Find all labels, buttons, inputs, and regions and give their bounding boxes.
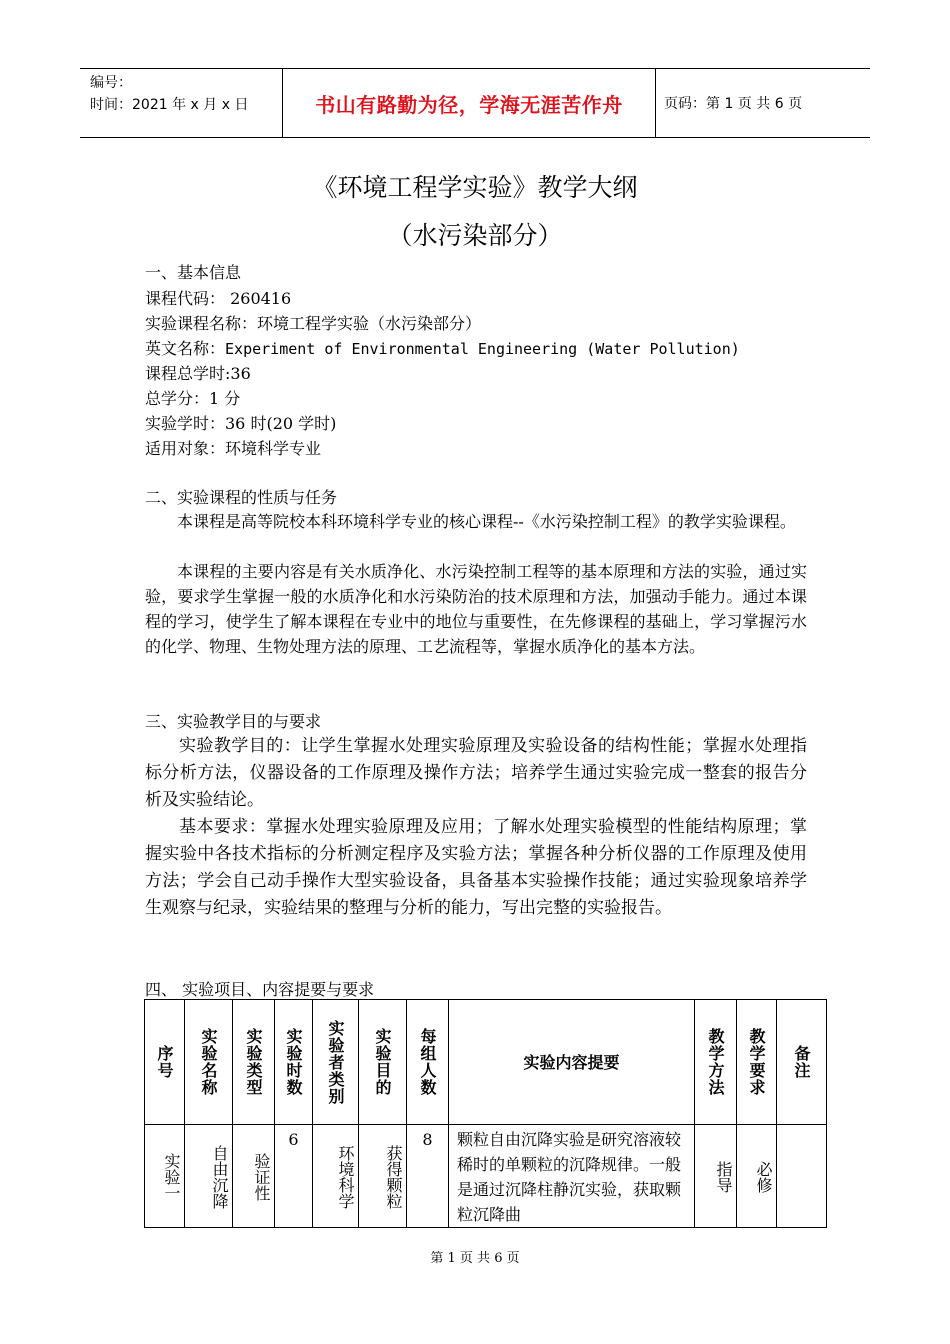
page-footer: 第 1 页 共 6 页 — [430, 1251, 520, 1266]
table-cell-note — [777, 1125, 827, 1228]
table-cell-content: 颗粒自由沉降实验是研究溶液较稀时的单颗粒的沉降规律。一般是通过沉降柱静沉实验，获取颗粒沉降曲 — [449, 1125, 695, 1228]
table-header-cell: 实验内容提要 — [449, 1000, 695, 1125]
doc-number-label: 编号： — [90, 75, 132, 91]
english-name-label: 英文名称： — [145, 339, 226, 358]
table-header-cell: 每组人数 — [407, 1000, 449, 1125]
table-header-cell: 教学要求 — [737, 1000, 777, 1125]
total-hours: 课程总学时:36 — [145, 364, 251, 383]
section-3-paragraph-2: 基本要求：掌握水处理实验原理及应用；了解水处理实验模型的性能结构原理；掌握实验中各技术指标的分析测定程序及实验方法；掌握各种分析仪器的工作原理及使用方法；学会自己动手操作大型实验设备，具备基本实验操作技能；通过实验现象培养学生观察与纪录，实验结果的整理与分析的能力，写出完整的实验报告。 — [145, 817, 807, 918]
table-header-cell: 实验类型 — [233, 1000, 275, 1125]
document-subtitle: （水污染部分） — [387, 221, 563, 250]
table-cell-requirement: 必修 — [737, 1125, 777, 1228]
audience: 适用对象：环境科学专业 — [145, 439, 322, 458]
table-header-cell: 实验名称 — [185, 1000, 233, 1125]
lab-hours: 实验学时：36 时(20 学时) — [145, 414, 337, 433]
table-header-cell: 教学方法 — [695, 1000, 737, 1125]
english-name: Experiment of Environmental Engineering (Water Pollution) — [225, 340, 740, 358]
experiment-table — [144, 999, 827, 1228]
table-header-row — [145, 1000, 827, 1125]
section-2-paragraph-2: 本课程的主要内容是有关水质净化、水污染控制工程等的基本原理和方法的实验，通过实验，要求学生掌握一般的水质净化和水污染防治的技术原理和方法，加强动手能力。通过本课程的学习，使学生了解本课程在专业中的地位与重要性，在先修课程的基础上，学习掌握污水的化学、物理、生物处理方法的原理、工艺流程等，掌握水质净化的基本方法。 — [145, 562, 807, 656]
header-motto: 书山有路勤为径，学海无涯苦作舟 — [282, 69, 656, 137]
document-title: 《环境工程学实验》教学大纲 — [312, 173, 638, 202]
table-header-cell: 备注 — [777, 1000, 827, 1125]
doc-time-label: 时间：2021 年 x 月 x 日 — [90, 97, 249, 113]
table-cell-type: 验证性 — [233, 1125, 275, 1228]
table-row — [145, 1125, 827, 1228]
section-2-heading: 二、实验课程的性质与任务 — [145, 488, 338, 507]
section-3-paragraph-1: 实验教学目的：让学生掌握水处理实验原理及实验设备的结构性能；掌握水处理指标分析方法，仪器设备的工作原理及操作方法；培养学生通过实验完成一整套的报告分析及实验结论。 — [145, 736, 807, 810]
table-cell-no: 实验一 — [145, 1125, 185, 1228]
section-4-heading: 四、 实验项目、内容提要与要求 — [145, 980, 375, 999]
table-cell-method: 指导 — [695, 1125, 737, 1228]
table-header-cell: 实验目的 — [359, 1000, 407, 1125]
table-header-cell: 序号 — [145, 1000, 185, 1125]
course-name: 实验课程名称：环境工程学实验（水污染部分） — [145, 314, 482, 333]
page-header — [80, 68, 870, 138]
table-cell-name: 自由沉降 — [185, 1125, 233, 1228]
table-header-cell: 实验时数 — [275, 1000, 313, 1125]
table-cell-hours: 6 — [275, 1125, 313, 1228]
header-meta — [80, 69, 282, 137]
table-cell-group: 8 — [407, 1125, 449, 1228]
section-2-paragraph-1: 本课程是高等院校本科环境科学专业的核心课程--《水污染控制工程》的教学实验课程。 — [177, 512, 796, 531]
header-page-label: 页码：第 1 页 共 6 页 — [664, 96, 803, 112]
course-code: 课程代码： 260416 — [145, 289, 292, 308]
table-cell-purpose: 获得颗粒 — [359, 1125, 407, 1228]
english-name-line — [145, 336, 740, 359]
credits: 总学分：1 分 — [145, 389, 241, 408]
table-cell-category: 环境科学 — [313, 1125, 359, 1228]
table-header-cell: 实验者类别 — [313, 1000, 359, 1125]
section-1-heading: 一、基本信息 — [145, 263, 242, 282]
section-3-heading: 三、实验教学目的与要求 — [145, 712, 322, 731]
